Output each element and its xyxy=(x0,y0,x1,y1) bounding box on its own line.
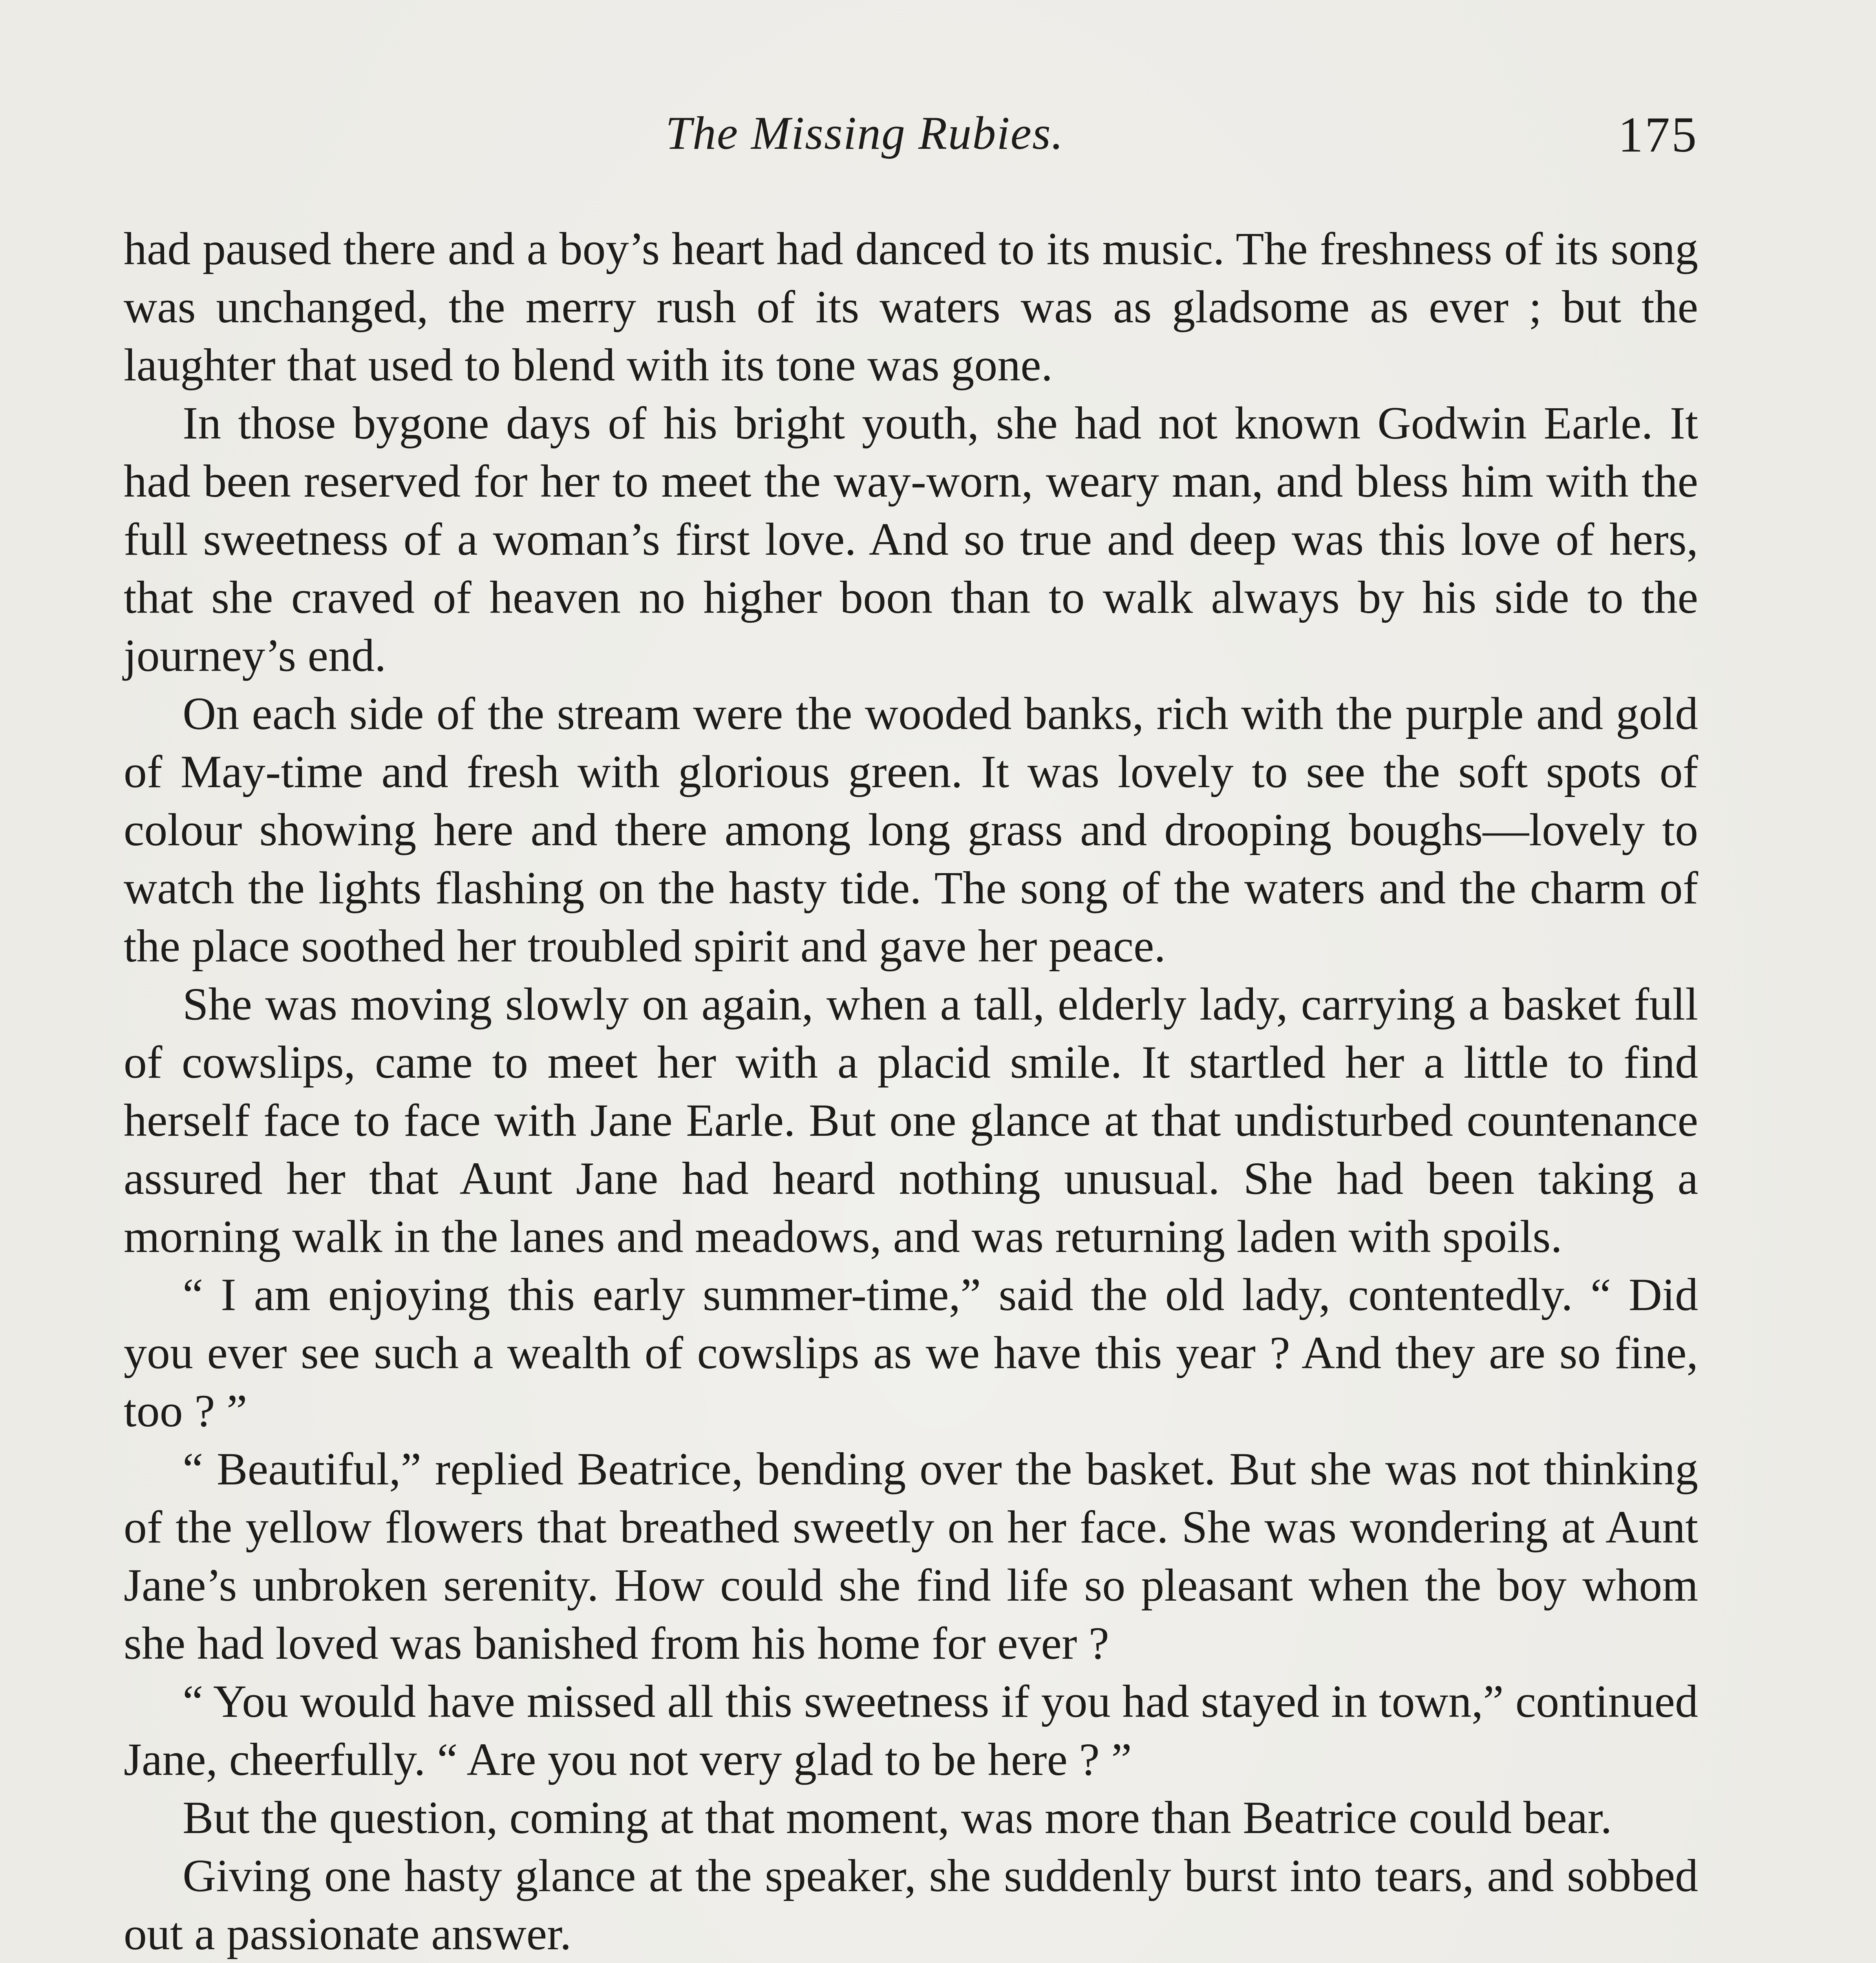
paragraph: “ I am enjoying this early summer-time,” said the old lady, contentedly. “ Did you ever see such a wealth of cowslips as we have this year ? And they are so fine, too ? ” xyxy=(124,1269,1698,1437)
paragraph: Giving one hasty glance at the speaker, she suddenly burst into tears, and sobbed out a passionate answer. xyxy=(124,1850,1698,1959)
paragraph: “ You would have missed all this sweetness if you had stayed in town,” continued Jane, cheerfully. “ Are you not very glad to be here ? ” xyxy=(124,1676,1698,1785)
paragraph: She was moving slowly on again, when a tall, elderly lady, carrying a basket full of cowslips, came to meet her with a placid smile. It startled her a little to find herself face to face with Jane Earle. But one glance at that undisturbed countenance assured her that Aunt Jane had heard nothing unusual. She had been taking a morning walk in the lanes and meadows, and was returning laden with spoils. xyxy=(124,978,1698,1262)
page-number: 175 xyxy=(1618,107,1698,163)
running-title: The Missing Rubies. xyxy=(666,107,1064,159)
paragraph: “ Beautiful,” replied Beatrice, bending over the basket. But she was not thinking of the yellow flowers that breathed sweetly on her face. She was wondering at Aunt Jane’s unbroken serenity. How could she find life so pleasant when the boy whom she had loved was banished from his home for ever ? xyxy=(124,1443,1698,1669)
paragraph: On each side of the stream were the wooded banks, rich with the purple and gold of May-time and fresh with glorious green. It was lovely to see the soft spots of colour showing here and there among long grass and drooping boughs—lovely to watch the lights flashing on the hasty tide. The song of the waters and the charm of the place soothed her troubled spirit and gave her peace. xyxy=(124,688,1698,972)
paragraph: In those bygone days of his bright youth, she had not known Godwin Earle. It had been reserved for her to meet the way-worn, weary man, and bless him with the full sweetness of a woman’s first love. And so true and deep was this love of hers, that she craved of heaven no higher boon than to walk always by his side to the journey’s end. xyxy=(124,397,1698,681)
body-text xyxy=(124,220,1698,1963)
paragraph: had paused there and a boy’s heart had danced to its music. The freshness of its song was unchanged, the merry rush of its waters was as gladsome as ever ; but the laughter that used to blend with its tone was gone. xyxy=(124,223,1698,391)
page-header xyxy=(124,106,1698,177)
paragraph: But the question, coming at that moment, was more than Beatrice could bear. xyxy=(183,1792,1612,1843)
